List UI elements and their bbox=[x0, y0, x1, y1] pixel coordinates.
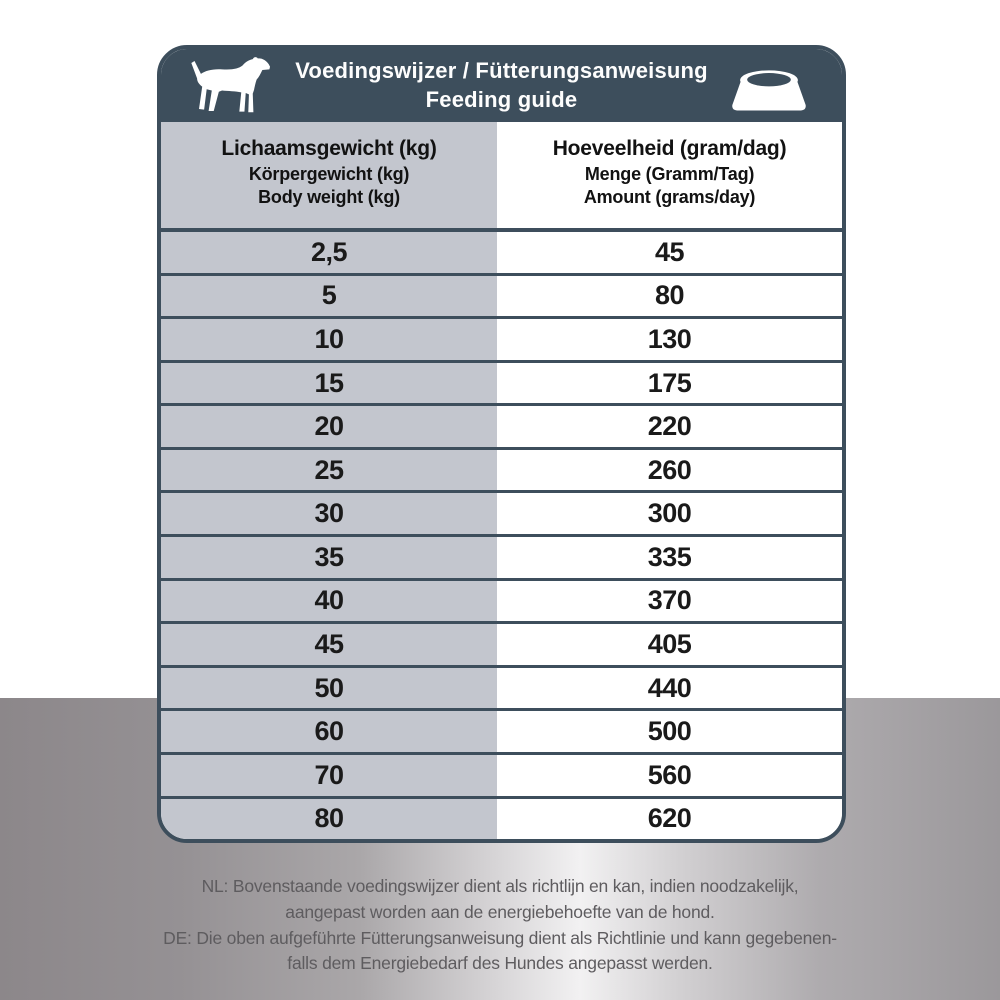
footnote-line: NL: Bovenstaande voedingswijzer dient als richtlijn en kan, indien noodzakelijk, bbox=[201, 876, 799, 896]
footnote-line: aangepast worden aan de energiebehoefte van de hond. bbox=[285, 901, 715, 922]
dog-bowl-icon bbox=[730, 66, 808, 116]
col-header-line: Körpergewicht (kg) bbox=[248, 164, 410, 184]
amount-cell: 440 bbox=[497, 668, 842, 709]
body-weight-cell: 70 bbox=[161, 755, 497, 796]
card-subtitle: Feeding guide bbox=[425, 87, 578, 112]
body-weight-cell: 45 bbox=[161, 624, 497, 665]
footnote-line: DE: Die oben aufgeführte Fütterungsanweisung dient als Richtlinie und kann gegebenen- bbox=[163, 927, 837, 948]
table-row bbox=[161, 708, 842, 752]
table-row bbox=[161, 360, 842, 404]
amount-cell: 175 bbox=[497, 363, 842, 404]
amount-cell: 260 bbox=[497, 450, 842, 491]
body-weight-cell: 2,5 bbox=[161, 232, 497, 273]
table-row bbox=[161, 621, 842, 665]
amount-cell: 500 bbox=[497, 711, 842, 752]
amount-cell: 220 bbox=[497, 406, 842, 447]
amount-cell: 620 bbox=[497, 799, 842, 840]
table-row bbox=[161, 232, 842, 273]
body-weight-cell: 30 bbox=[161, 493, 497, 534]
column-header-body-weight bbox=[161, 122, 497, 228]
col-header-line: Lichaamsgewicht (kg) bbox=[221, 137, 437, 160]
amount-cell: 370 bbox=[497, 581, 842, 622]
amount-cell: 45 bbox=[497, 232, 842, 273]
table-row bbox=[161, 490, 842, 534]
dog-icon bbox=[185, 54, 277, 118]
amount-cell: 300 bbox=[497, 493, 842, 534]
table-row bbox=[161, 796, 842, 840]
feeding-guide-card bbox=[157, 45, 846, 843]
table-row bbox=[161, 447, 842, 491]
amount-cell: 80 bbox=[497, 276, 842, 317]
table-row bbox=[161, 665, 842, 709]
amount-cell: 130 bbox=[497, 319, 842, 360]
body-weight-cell: 50 bbox=[161, 668, 497, 709]
body-weight-cell: 35 bbox=[161, 537, 497, 578]
column-headers bbox=[161, 122, 842, 232]
body-weight-cell: 40 bbox=[161, 581, 497, 622]
column-header-amount bbox=[497, 122, 842, 228]
card-title: Voedingswijzer / Fütterungsanweisung bbox=[295, 58, 708, 83]
amount-cell: 335 bbox=[497, 537, 842, 578]
body-weight-cell: 60 bbox=[161, 711, 497, 752]
body-weight-cell: 20 bbox=[161, 406, 497, 447]
body-weight-cell: 5 bbox=[161, 276, 497, 317]
table-row bbox=[161, 534, 842, 578]
col-header-line: Hoeveelheid (gram/dag) bbox=[552, 137, 787, 160]
table-row bbox=[161, 273, 842, 317]
col-header-line: Menge (Gramm/Tag) bbox=[584, 164, 755, 184]
footnotes bbox=[0, 874, 1000, 977]
table-rows bbox=[161, 232, 842, 839]
table-row bbox=[161, 403, 842, 447]
body-weight-cell: 80 bbox=[161, 799, 497, 840]
table-row bbox=[161, 578, 842, 622]
col-header-line: Body weight (kg) bbox=[258, 187, 400, 207]
body-weight-cell: 10 bbox=[161, 319, 497, 360]
body-weight-cell: 15 bbox=[161, 363, 497, 404]
table-row bbox=[161, 752, 842, 796]
table-row bbox=[161, 316, 842, 360]
amount-cell: 405 bbox=[497, 624, 842, 665]
card-header bbox=[161, 49, 842, 122]
footnote-line: falls dem Energiebedarf des Hundes angepasst werden. bbox=[287, 953, 713, 974]
col-header-line: Amount (grams/day) bbox=[583, 187, 756, 207]
body-weight-cell: 25 bbox=[161, 450, 497, 491]
amount-cell: 560 bbox=[497, 755, 842, 796]
